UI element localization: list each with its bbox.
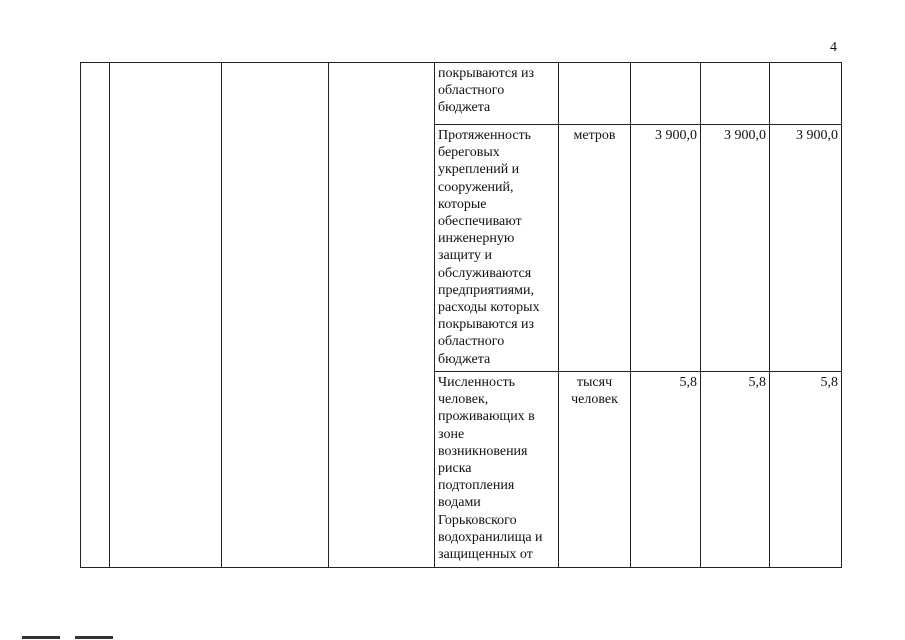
value-cell: 5,8 <box>701 372 770 568</box>
unit-cell: тысяч человек <box>559 372 631 568</box>
value-cell: 3 900,0 <box>701 125 770 372</box>
col-4-cell <box>329 63 435 568</box>
col-2-cell <box>110 63 222 568</box>
value-cell <box>770 63 842 125</box>
col-3-cell <box>222 63 329 568</box>
data-table <box>80 62 842 568</box>
footer-mark <box>22 636 60 639</box>
unit-cell <box>559 63 631 125</box>
value-cell: 3 900,0 <box>770 125 842 372</box>
value-cell: 5,8 <box>770 372 842 568</box>
value-cell: 3 900,0 <box>631 125 701 372</box>
col-1-cell <box>81 63 110 568</box>
value-cell <box>631 63 701 125</box>
table-row <box>81 63 842 125</box>
indicator-cell: покрываются из областного бюджета <box>435 63 559 125</box>
indicator-cell: Численность человек, проживающих в зоне возникновения риска подтопления водами Горьковского водохранилища и защищенных от <box>435 372 559 568</box>
unit-cell: метров <box>559 125 631 372</box>
value-cell <box>701 63 770 125</box>
indicator-cell: Протяженность береговых укреплений и сооружений, которые обеспечивают инженерную защиту и обслуживаются предприятиями, расходы которых покрываются из областного бюджета <box>435 125 559 372</box>
value-cell: 5,8 <box>631 372 701 568</box>
footer-mark <box>75 636 113 639</box>
page-number: 4 <box>830 40 837 55</box>
